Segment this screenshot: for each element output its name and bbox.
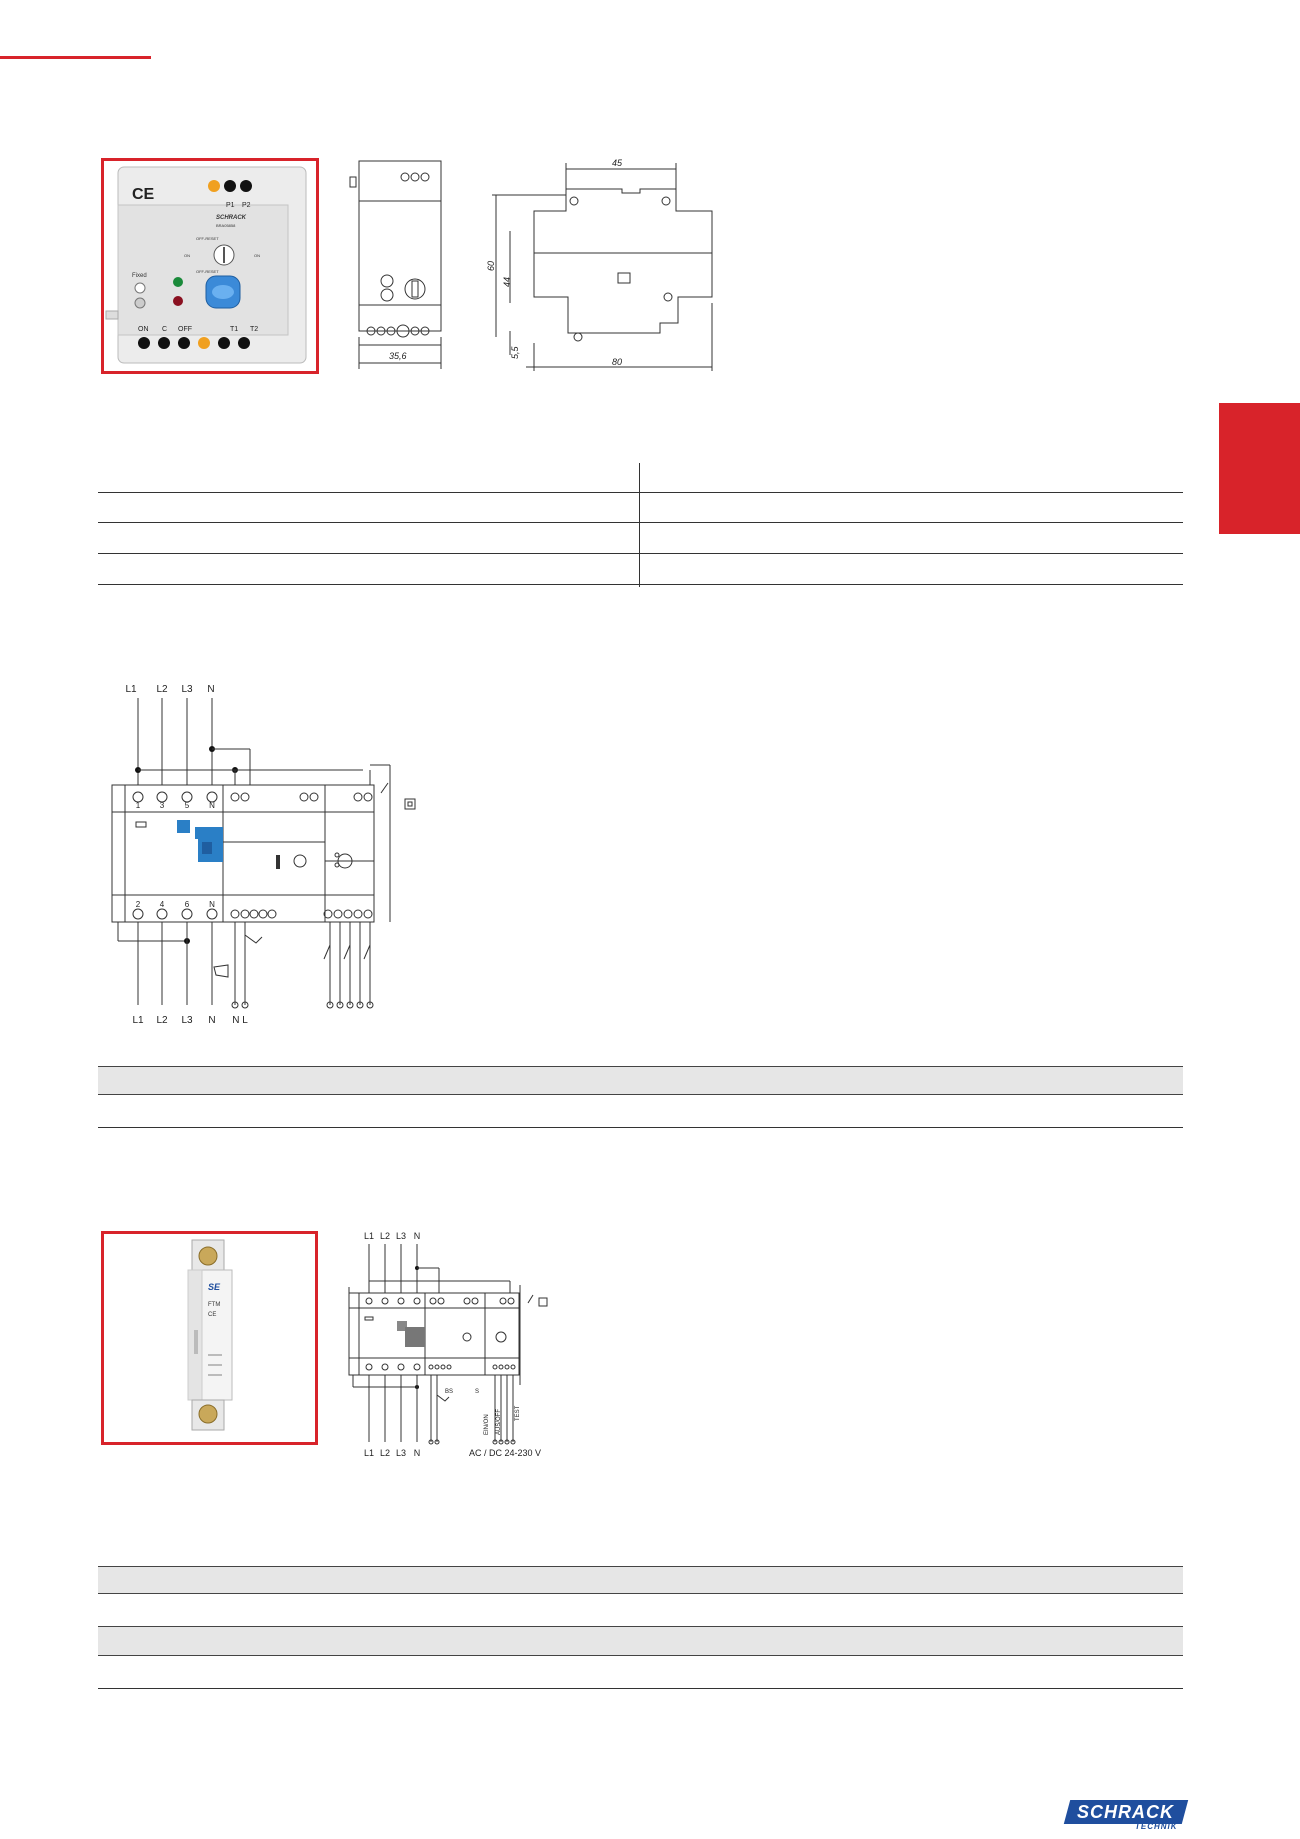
svg-text:L1: L1 [125,684,137,695]
product-photo-1 [101,158,319,374]
table-3-rule [98,1688,1183,1689]
svg-text:L1: L1 [132,1015,144,1026]
brand-logo: SCHRACK TECHNIK [1067,1800,1187,1830]
svg-text:3: 3 [159,801,165,810]
svg-text:OFF: OFF [178,326,192,333]
svg-text:L2: L2 [156,684,168,695]
table-2-header [98,1066,1183,1095]
dimension-drawing [480,155,730,380]
dim-top: 45 [612,158,623,168]
table-2-rule [98,1127,1183,1128]
svg-text:L2: L2 [379,1448,391,1458]
svg-text:1: 1 [135,801,141,810]
svg-text:N: N [413,1231,421,1241]
wiring-diagram-2 [345,1225,555,1460]
spec-table-1 [98,463,1183,587]
svg-text:L1: L1 [363,1231,375,1241]
svg-text:L2: L2 [379,1231,391,1241]
svg-text:L3: L3 [395,1448,407,1458]
svg-text:AUS/OFF: AUS/OFF [496,1408,502,1435]
table-3-header-2 [98,1626,1183,1656]
photo-brand: SCHRACK [216,215,246,221]
svg-text:T2: T2 [250,326,259,333]
product-photo-2 [101,1231,318,1445]
svg-text:C: C [162,326,168,333]
chapter-tab [1219,403,1300,534]
dim-height-body: 44 [502,276,512,287]
svg-text:2: 2 [135,900,141,909]
photo2-ce: CE [208,1312,217,1318]
svg-text:N: N [208,1015,216,1026]
svg-text:ON: ON [254,253,260,258]
supply-voltage-label: AC / DC 24-230 V [469,1448,542,1458]
svg-text:N: N [209,900,215,909]
ce-mark: CE [132,186,155,203]
svg-text:S: S [475,1389,480,1395]
svg-text:L3: L3 [181,1015,193,1026]
photo2-model: FTM [208,1302,221,1308]
svg-text:L2: L2 [156,1015,168,1026]
svg-text:4: 4 [159,900,165,909]
svg-text:L3: L3 [395,1231,407,1241]
svg-text:N: N [207,684,215,695]
terminal-label-p1: P1 [226,202,235,209]
dim-height-total: 60 [486,260,496,271]
status-label: Fixed [132,273,147,279]
svg-text:OFF-RESET: OFF-RESET [196,269,219,274]
svg-text:TEST: TEST [515,1405,521,1421]
svg-text:T1: T1 [230,326,239,333]
header-accent-line [0,56,151,59]
svg-text:ON: ON [184,253,190,258]
dim-width: 35,6 [389,351,407,361]
table-3-header-1 [98,1566,1183,1594]
photo2-brand: SE [208,1282,221,1292]
terminal-label-p2: P2 [242,202,251,209]
svg-text:N: N [209,801,215,810]
svg-text:N: N [413,1448,421,1458]
svg-text:EIN/ON: EIN/ON [484,1414,490,1435]
svg-text:5: 5 [184,801,190,810]
wiring-diagram-1 [108,675,438,1030]
svg-text:OFF-RESET: OFF-RESET [196,236,219,241]
svg-text:ON: ON [138,326,149,333]
dim-base: 5,5 [510,346,520,359]
svg-text:BS: BS [445,1389,454,1395]
side-view-drawing [345,155,450,375]
svg-text:L1: L1 [363,1448,375,1458]
photo-code: BRA05858 [216,223,236,228]
svg-text:L3: L3 [181,684,193,695]
dim-depth: 80 [612,357,623,367]
svg-text:N L: N L [232,1015,248,1026]
svg-text:6: 6 [184,900,190,909]
